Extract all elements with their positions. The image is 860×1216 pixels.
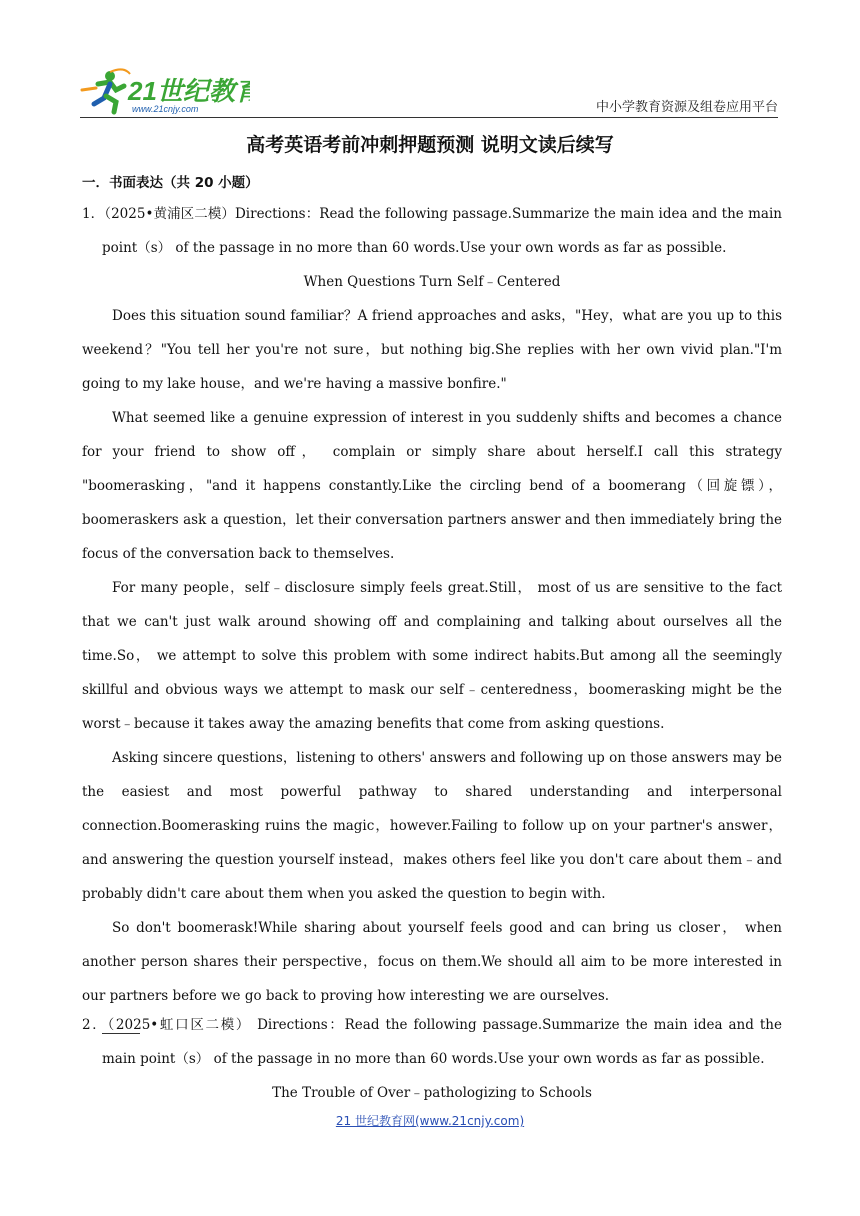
question-1 (82, 197, 782, 1047)
passage-paragraph: Asking sincere questions，listening to others' answers and following up on those answers may be the easiest and most powerful pathway to shared understanding and interpersonal connection.Boomerasking ruins the magic，however.Failing to follow up on your partner's answer，and answering the question yourself instead，makes others feel like you don't care about them﹣and probably didn't care about them when you asked the question to begin with. (82, 750, 782, 902)
passage-title: When Questions Turn Self﹣Centered (303, 274, 561, 290)
section-heading: 一．书面表达（共 20 小题） (82, 175, 259, 191)
page-header (80, 66, 780, 118)
document-title: 高考英语考前冲刺押题预测 说明文读后续写 (246, 134, 614, 156)
runner-logo-icon (80, 66, 250, 116)
question-2 (82, 1008, 782, 1110)
footer-link[interactable]: 21 世纪教育网(www.21cnjy.com) (335, 1114, 525, 1128)
header-tagline: 中小学教育资源及组卷应用平台 (595, 100, 778, 115)
passage-paragraph: Does this situation sound familiar？A friend approaches and asks，"Hey，what are you up to this weekend？"You tell her you're not sure，but nothing big.She replies with her own vivid plan."I'm going to my lake house，and we're having a massive bonfire." (82, 308, 782, 392)
logo-main-text: 21世纪教育 (128, 76, 250, 106)
passage-paragraph: For many people，self﹣disclosure simply feels great.Still， most of us are sensitive to the fact that we can't just walk around showing off and complaining and talking about ourselves all the time.So， we attempt to solve this problem with some indirect habits.But among all the seemingly skillful and obvious ways we attempt to mask our self﹣centeredness，boomerasking might be the worst﹣because it takes away the amazing benefits that come from asking questions. (82, 580, 782, 732)
site-logo (80, 66, 250, 116)
passage-title: The Trouble of Over﹣pathologizing to Schools (272, 1085, 592, 1101)
passage-paragraph: What seemed like a genuine expression of interest in you suddenly shifts and becomes a chance for your friend to show off， complain or simply share about herself.I call this strategy "boomerasking，"and it happens constantly.Like the circling bend of a boomerang（回旋镖），boomeraskers ask a question，let their conversation partners answer and then immediately bring the focus of the conversation back to themselves. (82, 410, 782, 562)
header-divider (80, 117, 778, 118)
question-stem: 2．（2025•虹口区二模） Directions：Read the following passage.Summarize the main idea and the main point（s） of the passage in no more than 60 words.Use your own words as far as possible. (82, 1017, 782, 1067)
logo-sub-text: www.21cnjy.com (132, 104, 199, 114)
passage-paragraph: So don't boomerask!While sharing about yourself feels good and can bring us closer， when another person shares their perspective，focus on them.We should all aim to be more interested in our partners before we go back to proving how interesting we are ourselves. (82, 920, 782, 1004)
question-stem: 1．（2025•黄浦区二模）Directions：Read the following passage.Summarize the main idea and the main point（s） of the passage in no more than 60 words.Use your own words as far as possible. (82, 206, 782, 256)
